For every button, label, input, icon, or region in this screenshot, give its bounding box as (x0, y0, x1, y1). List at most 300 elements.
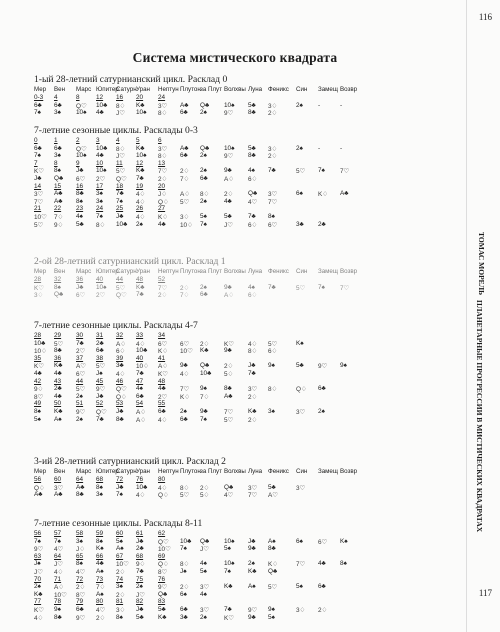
card-cell: 5♠ (116, 537, 123, 545)
card-cell: 6♢ (116, 348, 126, 356)
card-cell: 5♡ (224, 416, 234, 424)
card-cell: 7♣ (136, 175, 144, 182)
card-cell: K♣ (54, 408, 63, 415)
card-cell: Q♣ (200, 101, 210, 109)
card-cell: 10♣ (34, 339, 46, 347)
spread-number: 8 (54, 159, 58, 167)
column-header: Замещ (318, 468, 338, 475)
card-cell: 4♠ (248, 283, 255, 291)
card-cell: 5♡ (268, 340, 278, 348)
card-cell: 9♣ (248, 613, 256, 621)
column-header: Замещ (318, 268, 338, 275)
spread-number: 28 (34, 276, 42, 283)
column-header: Волхвы (224, 468, 246, 475)
card-cell: 2♠ (248, 560, 255, 568)
card-cell: 4♢ (136, 340, 146, 348)
card-cell: A♢ (136, 416, 146, 424)
spread-number: 39 (116, 354, 124, 362)
card-cell: J♣ (76, 167, 84, 175)
card-cell: 4♡ (76, 569, 86, 576)
card-cell: 4♢ (136, 198, 146, 206)
card-cell: 3♡ (200, 584, 210, 592)
card-cell: 4♠ (136, 385, 143, 393)
card-cell: 6♣ (34, 101, 42, 109)
spread-number: 43 (54, 377, 62, 385)
card-cell: 9♣ (248, 545, 256, 553)
card-cell: 5♡ (34, 221, 44, 229)
card-cell: 7♣ (96, 415, 104, 423)
card-cell: K♣ (136, 144, 145, 152)
card-cell: K♢ (158, 348, 168, 356)
card-cell: 9♡ (248, 607, 258, 614)
spread-number: 36 (76, 276, 84, 283)
column-header: Луна (248, 268, 263, 275)
side-chapter-title-text: ПЛАНЕТАРНЫЕ ПРОГРЕССИИ В МИСТИЧЕСКИХ КВАДРАТАХ (475, 300, 484, 533)
card-cell: 8♡ (158, 569, 168, 576)
spread-number: 11 (116, 159, 123, 167)
spread-number: 41 (158, 354, 166, 362)
card-cell: 5♡ (296, 168, 306, 176)
card-cell: 5♣ (224, 213, 232, 220)
card-cell: J♣ (248, 362, 256, 370)
card-cell: K♣ (158, 613, 167, 621)
card-cell: 2♢ (180, 168, 190, 176)
card-cell: A♣ (180, 101, 189, 109)
card-cell: A♣ (76, 483, 85, 491)
card-cell: 2♠ (296, 101, 303, 109)
card-cell: 4♣ (318, 560, 326, 568)
card-cell: 9♣ (224, 283, 232, 291)
card-cell: J♠ (96, 370, 103, 377)
card-cell: 6♣ (136, 392, 144, 400)
card-cell: K♣ (200, 347, 209, 355)
card-cell: 6♣ (180, 152, 188, 160)
card-cell: 8♣ (268, 545, 276, 553)
card-cell: K♣ (54, 362, 63, 370)
card-cell: J♡ (54, 561, 63, 569)
spread-number: 6 (158, 137, 162, 144)
spread-number: 48 (136, 276, 144, 283)
spread-number: 62 (158, 530, 166, 537)
spread-number: 44 (116, 276, 124, 283)
spread-number: 14 (34, 182, 42, 190)
card-cell: 7♡ (248, 492, 258, 500)
spread-number: 33 (136, 332, 144, 339)
section-title: 2-ой 28-летний сатурнианский цикл. Расклад 1 (34, 256, 226, 267)
card-cell: 9♡ (96, 386, 106, 394)
card-cell: 2♡ (96, 292, 106, 300)
spread-number: 13 (158, 159, 166, 167)
spread-number: 67 (116, 552, 124, 560)
card-cell: 10♡ (34, 214, 47, 221)
card-cell: 7♢ (180, 292, 190, 300)
card-cell: A♠ (96, 590, 104, 598)
card-cell: 3♡ (248, 386, 258, 394)
card-cell: 6♡ (318, 538, 328, 546)
card-cell: 8♡ (34, 393, 44, 401)
column-header: Уран (136, 468, 150, 475)
card-cell: 7♠ (34, 152, 41, 160)
card-cell: 5♡ (76, 386, 86, 394)
card-cell: 2♠ (34, 583, 41, 591)
spread-number: 24 (96, 205, 104, 213)
card-cell: 5♣ (158, 606, 166, 613)
card-cell: 2♣ (96, 339, 104, 347)
column-header: за Плут (200, 86, 222, 93)
card-cell: Q♣ (248, 190, 258, 198)
card-cell: 10♢ (34, 348, 47, 356)
column-header: Син (296, 468, 308, 475)
card-cell: 5♢ (224, 371, 234, 378)
card-cell: 6♡ (158, 340, 168, 348)
card-cell: 8♣ (248, 109, 256, 117)
card-cell: K♡ (34, 363, 44, 371)
card-cell: 5♡ (296, 284, 306, 292)
card-cell: 3♠ (116, 583, 123, 591)
column-header: Юпитер (96, 86, 119, 93)
card-cell: A♢ (54, 584, 64, 592)
card-cell: 8♠ (76, 197, 83, 205)
card-cell: 8♠ (96, 537, 103, 545)
spread-number: 76 (136, 476, 144, 483)
card-cell: 10♡ (158, 546, 171, 554)
card-cell: 4♢ (158, 416, 168, 424)
spread-number: 37 (76, 354, 84, 362)
spread-number: 50 (54, 400, 62, 408)
card-cell: 6♣ (180, 415, 188, 423)
column-header: Возвр (340, 268, 358, 275)
card-cell: 2♢ (158, 176, 168, 183)
card-cell: 6♣ (318, 583, 326, 591)
spread-number: 9 (76, 159, 80, 167)
card-cell: J♡ (116, 110, 125, 118)
column-header: Возвр (340, 468, 358, 475)
card-cell: 10♡ (54, 591, 67, 599)
card-cell: Q♡ (158, 538, 169, 546)
column-header: Плутон (180, 86, 201, 93)
column-header: Сатурн (116, 468, 137, 475)
card-cell: 7♡ (158, 168, 168, 176)
card-cell: Q♣ (268, 568, 278, 575)
page-title: Система мистического квадрата (132, 50, 338, 65)
card-cell: 3♡ (248, 484, 258, 492)
card-cell: 6♡ (268, 221, 278, 229)
card-cell: 8♢ (268, 386, 278, 394)
card-cell: 9♣ (200, 408, 208, 415)
card-cell: 2♠ (136, 220, 143, 228)
card-cell: 5♡ (54, 340, 64, 348)
card-cell: 2♢ (268, 153, 278, 161)
section-title: 7-летние сезонные циклы. Расклады 0-3 (34, 125, 198, 136)
card-cell: J♡ (34, 569, 43, 576)
card-cell: 10♢ (136, 363, 149, 371)
card-cell: 6♣ (200, 175, 208, 182)
card-cell: 5♣ (296, 362, 304, 370)
spread-number: 80 (158, 476, 166, 483)
card-cell: 4♢ (158, 484, 168, 492)
card-cell: 4♠ (200, 560, 207, 568)
spread-number: 4 (116, 137, 120, 144)
card-cell: 2♣ (136, 545, 144, 553)
card-cell: 5♠ (268, 613, 275, 621)
spread-number: 16 (116, 94, 124, 101)
card-cell: 10♡ (180, 348, 193, 356)
card-cell: 8♢ (116, 145, 126, 153)
card-cell: 4♣ (54, 392, 62, 400)
card-cell: 6♡ (76, 292, 86, 300)
spread-number: 80 (96, 598, 104, 606)
card-cell: Q♣ (224, 483, 234, 491)
card-cell: A♣ (34, 491, 43, 499)
card-cell: 7♣ (76, 339, 84, 347)
card-cell: 3♢ (180, 214, 190, 221)
spread-number: 56 (34, 530, 42, 537)
card-cell: 4♣ (34, 370, 42, 377)
spread-number: 42 (34, 377, 42, 385)
side-chapter-title (468, 300, 490, 560)
card-cell: 8♠ (34, 408, 41, 415)
card-cell: 6♣ (200, 291, 208, 299)
column-header: Нептун (158, 268, 179, 275)
spread-number: 29 (54, 332, 62, 339)
card-cell: J♡ (224, 221, 233, 229)
card-cell: 10♡ (116, 561, 129, 569)
card-cell: Q♣ (158, 590, 168, 598)
column-header: Феникс (268, 86, 289, 93)
column-header: Юпитер (96, 268, 119, 275)
card-cell: 8♢ (158, 110, 168, 118)
spread-number: 25 (116, 205, 124, 213)
card-cell: 8♣ (54, 613, 62, 621)
card-cell: 5♠ (200, 213, 207, 220)
card-cell: 2♠ (200, 152, 207, 160)
card-cell: K♢ (158, 214, 168, 221)
card-cell: 2♣ (54, 385, 62, 393)
card-cell: 7♡ (180, 386, 190, 394)
card-cell: 10♠ (136, 109, 147, 117)
spread-number: 19 (136, 182, 144, 190)
card-cell: 5♣ (248, 144, 256, 152)
card-cell: 9♡ (34, 546, 44, 554)
card-cell: 10♣ (116, 220, 128, 228)
card-cell: 3♢ (116, 607, 126, 614)
spread-number: 64 (76, 476, 84, 483)
card-cell: 6♠ (180, 590, 187, 598)
card-cell: 2♠ (136, 583, 143, 591)
card-cell: K♠ (340, 537, 348, 545)
card-cell: 8♣ (54, 347, 62, 355)
card-cell: 8♠ (54, 283, 61, 291)
card-cell: A♡ (268, 492, 278, 500)
spread-number: 55 (158, 400, 166, 408)
card-cell: 5♣ (248, 101, 256, 109)
card-cell: 9♡ (318, 363, 328, 371)
card-cell: 2♢ (224, 363, 234, 371)
column-header: Нептун (158, 86, 179, 93)
section-title: 7-летние сезонные циклы. Расклады 4-7 (34, 320, 198, 331)
card-cell: A♣ (54, 190, 63, 198)
card-cell: 6♣ (318, 385, 326, 393)
column-header: Феникс (268, 268, 289, 275)
spread-number: 22 (54, 205, 62, 213)
card-cell: 2♠ (76, 415, 83, 423)
card-cell: 6♢ (248, 221, 258, 229)
card-cell: A♣ (54, 197, 63, 205)
spread-number: 60 (54, 476, 62, 483)
card-cell: 8♠ (340, 560, 347, 568)
card-cell: 6♣ (76, 606, 84, 613)
card-cell: K♡ (34, 607, 44, 614)
card-cell: 6♡ (76, 176, 86, 183)
spread-number: 71 (54, 575, 62, 583)
spread-number: 68 (136, 552, 144, 560)
card-cell: 2♢ (200, 340, 210, 348)
card-cell: 3♠ (96, 190, 103, 198)
card-cell: 4♢ (54, 569, 64, 576)
spread-number: 52 (96, 400, 104, 408)
card-cell: 4♣ (158, 385, 166, 393)
card-cell: 6♣ (158, 408, 166, 415)
card-cell: 7♣ (136, 568, 144, 575)
page-number-top: 116 (478, 12, 492, 22)
card-cell: 9♡ (224, 110, 234, 118)
spread-number: 32 (116, 332, 124, 339)
card-cell: 8♠ (96, 483, 103, 491)
spread-number: 59 (96, 530, 104, 537)
card-cell: 10♠ (224, 560, 235, 568)
card-cell: 6♠ (296, 537, 303, 545)
card-cell: 3♢ (296, 607, 306, 614)
card-cell: J♣ (136, 537, 144, 545)
column-header: Плутон (180, 468, 201, 475)
spread-number: 40 (96, 276, 104, 283)
spread-number: 81 (116, 598, 124, 606)
card-cell: 9♢ (54, 221, 64, 229)
spread-number: 52 (158, 276, 166, 283)
card-cell: 8♢ (200, 191, 210, 199)
spread-number: 35 (34, 354, 42, 362)
card-cell: J♢ (76, 546, 85, 554)
card-cell: - (340, 144, 343, 152)
column-header: Феникс (268, 468, 289, 475)
spread-number: 82 (136, 598, 144, 606)
card-cell: J♠ (34, 560, 41, 568)
spread-number: 44 (76, 377, 84, 385)
card-cell: 8♢ (180, 561, 190, 569)
card-cell: 4♢ (248, 340, 258, 348)
card-cell: 7♡ (158, 284, 168, 292)
card-cell: K♣ (136, 101, 145, 109)
card-cell: 2♢ (180, 284, 190, 292)
spread-number: 83 (158, 598, 166, 606)
card-cell: 2♢ (76, 584, 86, 592)
card-cell: 2♢ (248, 393, 258, 401)
card-cell: 5♣ (268, 483, 276, 491)
card-cell: 2♠ (200, 613, 207, 621)
card-cell: 2♠ (200, 197, 207, 205)
card-cell: 7♡ (268, 198, 278, 206)
card-cell: J♣ (136, 606, 144, 613)
card-cell: 4♡ (96, 607, 106, 614)
card-cell: 9♠ (54, 606, 61, 613)
card-cell: K♢ (268, 561, 278, 569)
column-header: Марс (76, 86, 92, 93)
spread-number: 48 (158, 377, 166, 385)
card-cell: 8♠ (54, 167, 61, 175)
card-cell: A♠ (268, 537, 276, 545)
card-cell: 4♣ (158, 220, 166, 228)
column-header: Луна (248, 468, 263, 475)
column-header: Замещ (318, 86, 338, 93)
card-cell: K♣ (34, 590, 43, 598)
spread-number: 69 (158, 552, 166, 560)
card-cell: 7♠ (116, 491, 123, 499)
card-cell: 3♢ (268, 145, 278, 153)
column-header: Марс (76, 468, 92, 475)
spread-number: 60 (116, 530, 124, 537)
card-cell: 9♣ (224, 167, 232, 175)
spread-number: 65 (76, 552, 84, 560)
card-cell: 2♢ (116, 569, 126, 576)
card-cell: 9♡ (76, 409, 86, 416)
card-cell: 6♢ (268, 348, 278, 356)
card-cell: 6♣ (54, 144, 62, 152)
spread-number: 30 (76, 332, 84, 339)
card-cell: 3♡ (200, 607, 210, 614)
spread-number: 16 (76, 182, 84, 190)
card-cell: A♣ (180, 144, 189, 152)
spread-number: 26 (136, 205, 144, 213)
column-header: Вен (54, 468, 65, 475)
card-cell: 4♠ (76, 213, 83, 220)
card-cell: Q♡ (76, 145, 87, 153)
card-cell: J♣ (34, 175, 42, 182)
column-header: Мер (34, 468, 47, 475)
card-cell: 7♠ (54, 537, 61, 545)
card-cell: A♢ (224, 176, 234, 183)
card-cell: 9♣ (180, 362, 188, 370)
card-cell: 2♡ (96, 176, 106, 183)
card-cell: 4♢ (136, 191, 146, 199)
spread-number: 57 (54, 530, 62, 537)
card-cell: 2♡ (76, 348, 86, 356)
card-cell: 8♢ (158, 153, 168, 161)
spread-number: 73 (96, 575, 104, 583)
card-cell: 2♢ (200, 484, 210, 492)
card-cell: 8♢ (248, 348, 258, 356)
column-header: Мер (34, 268, 47, 275)
card-cell: 2♢ (224, 191, 234, 199)
column-header: Вен (54, 268, 65, 275)
card-cell: 5♠ (34, 415, 41, 423)
card-cell: 10♣ (136, 483, 148, 491)
column-header: Сатурн (116, 268, 137, 275)
card-cell: 2♢ (158, 292, 168, 300)
card-cell: K♡ (224, 614, 234, 622)
section-title: 7-летние сезонные циклы. Расклады 8-11 (34, 518, 203, 529)
spread-number: 75 (136, 575, 144, 583)
column-header: Плутон (180, 268, 201, 275)
card-cell: 2♢ (116, 591, 126, 599)
card-cell: Q♢ (116, 393, 127, 401)
card-cell: J♣ (116, 483, 124, 491)
spread-number: 34 (158, 332, 166, 339)
card-cell: 7♢ (54, 214, 64, 221)
card-cell: 7♠ (180, 545, 187, 553)
card-cell: - (340, 101, 343, 109)
card-cell: 10♣ (96, 144, 108, 152)
card-cell: 9♢ (34, 386, 44, 394)
